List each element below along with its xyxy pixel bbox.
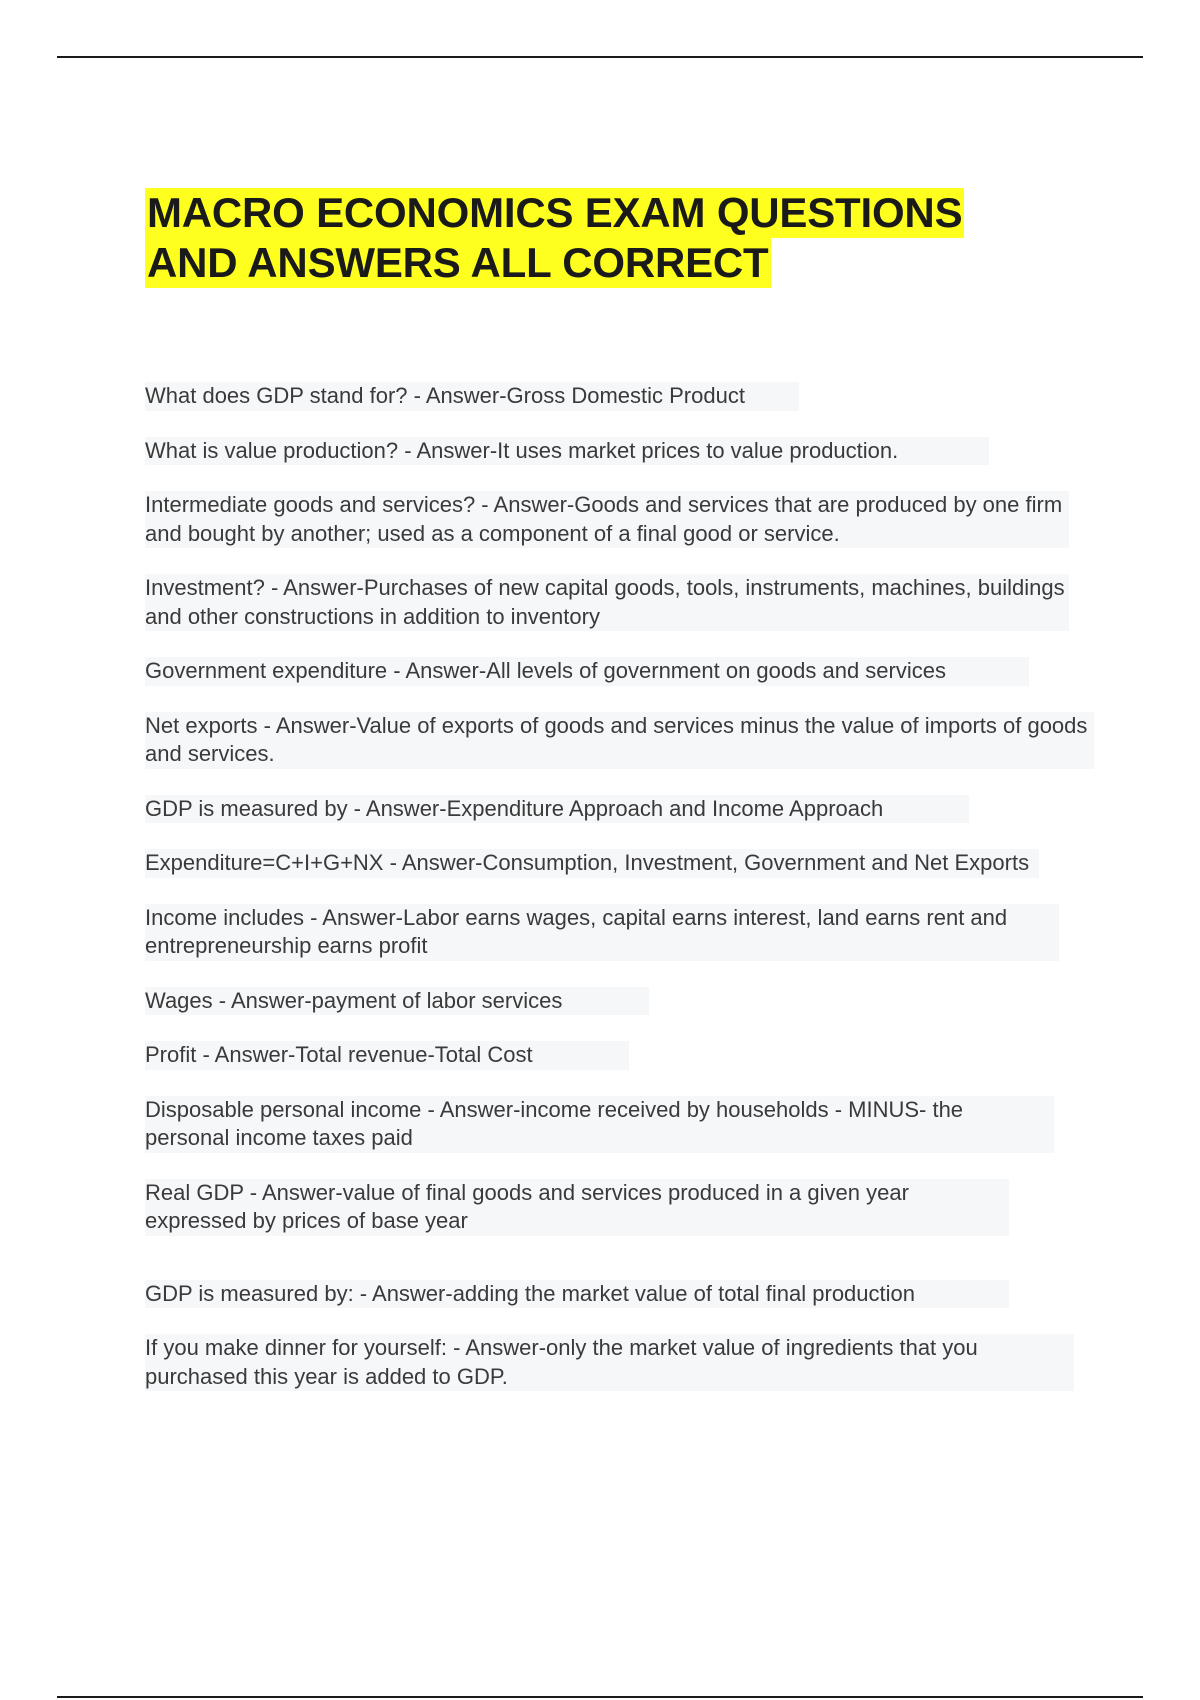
qa-item: Expenditure=C+I+G+NX - Answer-Consumption, Investment, Government and Net Exports (145, 849, 1039, 878)
qa-item: What is value production? - Answer-It uses market prices to value production. (145, 437, 989, 466)
qa-item: Government expenditure - Answer-All levels of government on goods and services (145, 657, 1029, 686)
top-rule (57, 56, 1143, 58)
document-title (145, 188, 1105, 288)
qa-item: Investment? - Answer-Purchases of new capital goods, tools, instruments, machines, buildings and other constructions in addition to inventory (145, 574, 1069, 631)
qa-item: GDP is measured by: - Answer-adding the market value of total final production (145, 1280, 1009, 1309)
qa-item: Intermediate goods and services? - Answer-Goods and services that are produced by one firm and bought by another; used as a component of a final good or service. (145, 491, 1069, 548)
qa-item: Real GDP - Answer-value of final goods and services produced in a given year expressed by prices of base year (145, 1179, 1009, 1236)
qa-item: Wages - Answer-payment of labor services (145, 987, 649, 1016)
qa-item: GDP is measured by - Answer-Expenditure Approach and Income Approach (145, 795, 969, 824)
title-line-2: AND ANSWERS ALL CORRECT (147, 239, 769, 286)
qa-item: Profit - Answer-Total revenue-Total Cost (145, 1041, 629, 1070)
qa-item: If you make dinner for yourself: - Answer-only the market value of ingredients that you purchased this year is added to GDP. (145, 1334, 1074, 1391)
qa-list (145, 382, 1095, 1391)
qa-item: Income includes - Answer-Labor earns wages, capital earns interest, land earns rent and entrepreneurship earns profit (145, 904, 1059, 961)
qa-item: What does GDP stand for? - Answer-Gross Domestic Product (145, 382, 799, 411)
title-line-1: MACRO ECONOMICS EXAM QUESTIONS (147, 189, 963, 236)
qa-item: Net exports - Answer-Value of exports of goods and services minus the value of imports of goods and services. (145, 712, 1094, 769)
qa-item: Disposable personal income - Answer-income received by households - MINUS- the personal income taxes paid (145, 1096, 1054, 1153)
bottom-rule (57, 1696, 1143, 1698)
